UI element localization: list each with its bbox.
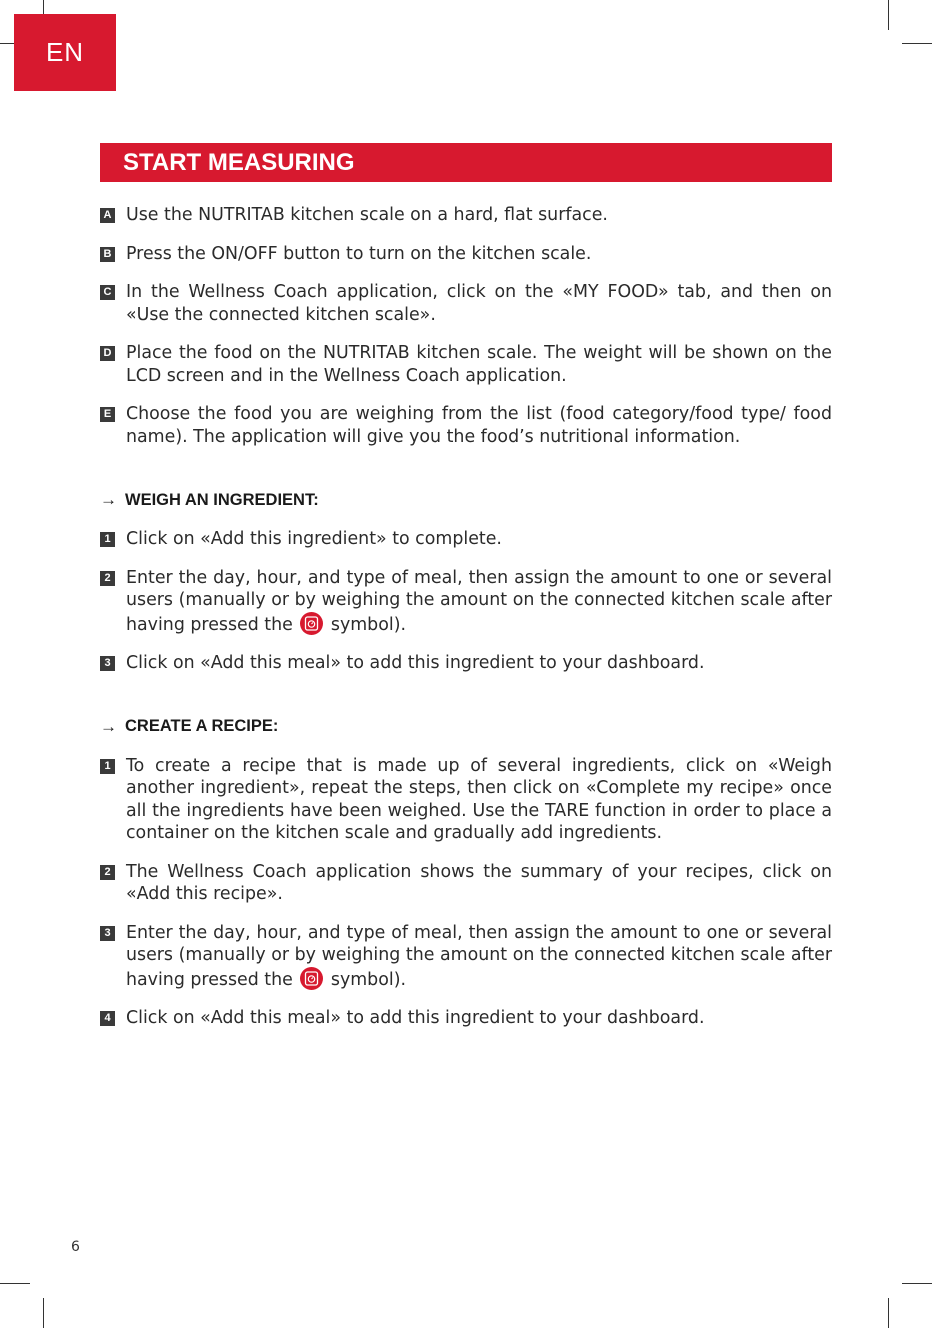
kitchen-scale-icon [300, 612, 323, 635]
step-text-after: symbol). [330, 969, 407, 990]
crop-mark [888, 1298, 889, 1328]
weigh-ingredient-heading [100, 490, 832, 510]
step-badge: 3 [100, 926, 115, 941]
crop-mark [902, 1283, 932, 1284]
weigh-ingredient-title: WEIGH AN INGREDIENT: [125, 490, 319, 509]
recipe-step-4 [100, 1007, 832, 1030]
arrow-right-icon: → [100, 716, 117, 736]
weigh-step-2 [100, 567, 832, 637]
recipe-step-1 [100, 755, 832, 845]
step-badge: 2 [100, 571, 115, 586]
step-badge: E [100, 407, 115, 422]
step-e [100, 403, 832, 448]
kitchen-scale-icon [300, 967, 323, 990]
crop-mark [888, 0, 889, 30]
step-badge: 3 [100, 656, 115, 671]
step-b [100, 243, 832, 266]
main-content [100, 204, 832, 1030]
step-text: Click on «Add this ingredient» to complete. [126, 529, 502, 549]
step-text: Press the ON/OFF button to turn on the kitchen scale. [126, 243, 592, 264]
step-c [100, 281, 832, 326]
step-badge: D [100, 346, 115, 361]
step-text: Place the food on the NUTRITAB kitchen scale. The weight will be shown on the LCD screen and in the Wellness Coach application. [126, 343, 832, 386]
step-text: Use the NUTRITAB kitchen scale on a hard, flat surface. [126, 205, 608, 225]
step-text: Click on «Add this meal» to add this ingredient to your dashboard. [126, 1008, 705, 1028]
step-badge: A [100, 208, 115, 223]
step-text: Click on «Add this meal» to add this ingredient to your dashboard. [126, 653, 705, 673]
step-a [100, 204, 832, 227]
step-text: In the Wellness Coach application, click on the «MY FOOD» tab, and then on «Use the connected kitchen scale». [126, 282, 832, 325]
step-text-before: Enter the day, hour, and type of meal, then assign the amount to one or several users (manually or by weighing the amount on the connected kitchen scale after having pressed the [126, 922, 832, 990]
recipe-step-2 [100, 861, 832, 906]
language-tab: EN [14, 14, 116, 91]
recipe-step-3 [100, 922, 832, 992]
crop-mark [902, 43, 932, 44]
crop-mark [0, 1283, 30, 1284]
arrow-right-icon: → [100, 490, 117, 509]
weigh-step-1 [100, 528, 832, 551]
step-text-before: Enter the day, hour, and type of meal, then assign the amount to one or several users (manually or by weighing the amount on the connected kitchen scale after having pressed the [126, 567, 832, 635]
step-d [100, 342, 832, 387]
section-header: START MEASURING [100, 143, 832, 182]
step-text: The Wellness Coach application shows the summary of your recipes, click on «Add this recipe». [126, 861, 832, 904]
create-recipe-heading [100, 717, 832, 737]
step-badge: 1 [100, 532, 115, 547]
weigh-step-3 [100, 652, 832, 675]
step-text: Choose the food you are weighing from the list (food category/food type/ food name). The application will give you the food’s nutritional information. [126, 404, 832, 447]
crop-mark [43, 1298, 44, 1328]
step-badge: 1 [100, 759, 115, 774]
create-recipe-title: CREATE A RECIPE: [125, 717, 279, 735]
step-badge: B [100, 247, 115, 262]
step-badge: 2 [100, 865, 115, 880]
page-number: 6 [71, 1239, 80, 1255]
step-badge: C [100, 285, 115, 300]
step-text: To create a recipe that is made up of several ingredients, click on «Weigh another ingredient», repeat the steps, then click on «Complete my recipe» once all the ingredients have been weighed. Use the TARE function in order to place a container on the kitchen scale and gradually add ingredients. [126, 755, 832, 843]
step-badge: 4 [100, 1011, 115, 1026]
step-text-after: symbol). [330, 614, 407, 635]
